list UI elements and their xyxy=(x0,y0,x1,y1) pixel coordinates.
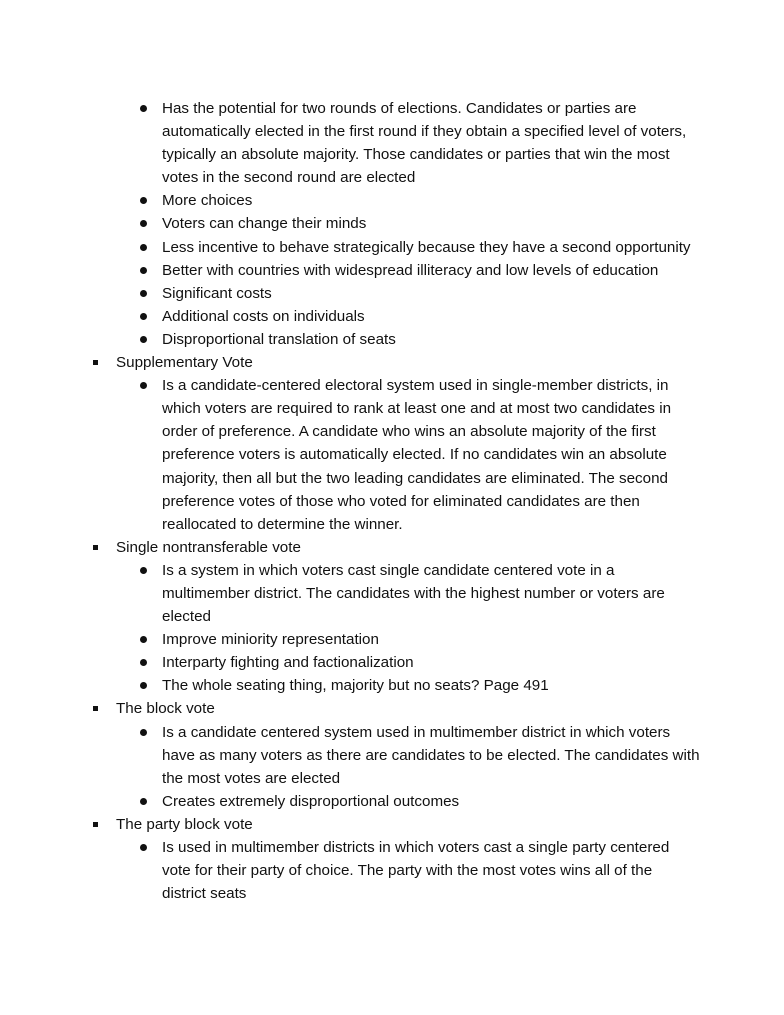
item-text: Has the potential for two rounds of elections. Candidates or parties are automatically elected in the first round if they obtain a specified level of voters, typically an absolute majority. Those candidates or parties that win the most votes in the second round are elected xyxy=(162,100,687,187)
list-item xyxy=(0,674,700,697)
item-text: Disproportional translation of seats xyxy=(162,330,396,348)
round-bullet-icon xyxy=(140,220,147,227)
item-text: Better with countries with widespread illiteracy and low levels of education xyxy=(162,261,659,279)
round-bullet-icon xyxy=(140,729,147,736)
list-item xyxy=(0,328,700,351)
item-text: Voters can change their minds xyxy=(162,215,367,233)
list-item xyxy=(0,836,700,905)
list-item xyxy=(0,305,700,328)
round-bullet-icon xyxy=(140,567,147,574)
square-bullet-icon xyxy=(93,545,98,550)
list-item xyxy=(0,97,700,189)
list-item xyxy=(0,282,700,305)
item-text: The party block vote xyxy=(116,815,253,833)
item-text: More choices xyxy=(162,192,253,210)
item-text: Is a candidate-centered electoral system used in single-member districts, in which voters are required to rank at least one and at most two candidates in order of preference. A candidate who wins an absolute majority of the first preference voters is automatically elected. If no candidates win an absolute majority, then all but the two leading candidates are eliminated. The second preference votes of those who voted for eliminated candidates are then reallocated to determine the winner. xyxy=(162,377,672,533)
round-bullet-icon xyxy=(140,798,147,805)
item-text: Is a system in which voters cast single candidate centered vote in a multimember district. The candidates with the highest number or voters are elected xyxy=(162,561,665,626)
item-text: Significant costs xyxy=(162,284,272,302)
list-item xyxy=(0,721,700,790)
round-bullet-icon xyxy=(140,313,147,320)
list-item xyxy=(0,236,700,259)
list-item xyxy=(0,651,700,674)
item-text: The whole seating thing, majority but no seats? Page 491 xyxy=(162,677,549,695)
list-item xyxy=(0,259,700,282)
bullet-list xyxy=(0,97,784,905)
list-item xyxy=(0,212,700,235)
round-bullet-icon xyxy=(140,382,147,389)
item-text: Supplementary Vote xyxy=(116,354,253,372)
section-heading-item xyxy=(0,351,700,374)
round-bullet-icon xyxy=(140,636,147,643)
section-heading-item xyxy=(0,536,700,559)
round-bullet-icon xyxy=(140,659,147,666)
round-bullet-icon xyxy=(140,267,147,274)
item-text: Creates extremely disproportional outcomes xyxy=(162,792,460,810)
round-bullet-icon xyxy=(140,682,147,689)
round-bullet-icon xyxy=(140,336,147,343)
item-text: Single nontransferable vote xyxy=(116,538,301,556)
round-bullet-icon xyxy=(140,244,147,251)
item-text: Less incentive to behave strategically because they have a second opportunity xyxy=(162,238,691,256)
list-item xyxy=(0,628,700,651)
list-item xyxy=(0,790,700,813)
list-item xyxy=(0,559,700,628)
item-text: Is a candidate centered system used in multimember district in which voters have as many voters as there are candidates to be elected. The candidates with the most votes are elected xyxy=(162,723,700,787)
list-item xyxy=(0,374,700,536)
item-text: Is used in multimember districts in which voters cast a single party centered vote for their party of choice. The party with the most votes wins all of the district seats xyxy=(162,839,670,903)
square-bullet-icon xyxy=(93,706,98,711)
square-bullet-icon xyxy=(93,822,98,827)
round-bullet-icon xyxy=(140,844,147,851)
list-item xyxy=(0,189,700,212)
item-text: Improve miniority representation xyxy=(162,631,379,649)
round-bullet-icon xyxy=(140,105,147,112)
item-text: Interparty fighting and factionalization xyxy=(162,654,414,672)
round-bullet-icon xyxy=(140,197,147,204)
section-heading-item xyxy=(0,697,700,720)
section-heading-item xyxy=(0,813,700,836)
item-text: Additional costs on individuals xyxy=(162,307,365,325)
square-bullet-icon xyxy=(93,360,98,365)
round-bullet-icon xyxy=(140,290,147,297)
item-text: The block vote xyxy=(116,700,215,718)
